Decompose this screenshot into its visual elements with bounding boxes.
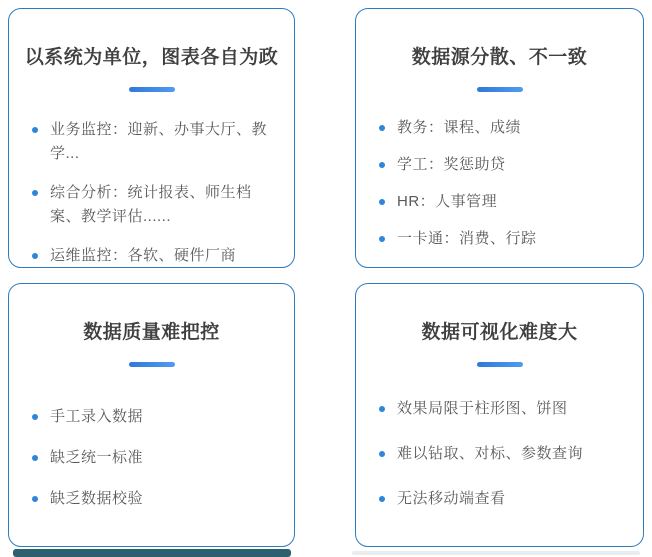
bullet-list: [31, 118, 282, 268]
list-item: [378, 116, 631, 140]
title-accent-bar: [477, 362, 523, 367]
list-item: [31, 405, 282, 429]
bullet-list: [31, 405, 282, 511]
bottom-faint-bar: [352, 551, 640, 555]
bullet-text: 手工录入数据: [50, 408, 144, 425]
list-item: [378, 442, 631, 466]
card-scattered-sources: [355, 8, 644, 268]
bullet-dot-icon: [32, 455, 38, 461]
bullet-list: [378, 116, 631, 251]
bullet-list: [378, 397, 631, 511]
bullet-text: 业务监控：迎新、办事大厅、教学...: [50, 121, 268, 162]
card-title: 以系统为单位，图表各自为政: [24, 47, 279, 68]
list-item: [31, 181, 282, 229]
card-data-quality: [8, 283, 295, 547]
card-title: 数据可视化难度大: [421, 322, 578, 343]
bullet-dot-icon: [379, 451, 385, 457]
bullet-text: 难以钻取、对标、参数查询: [397, 445, 584, 462]
bullet-dot-icon: [32, 253, 38, 259]
bullet-dot-icon: [379, 125, 385, 131]
bullet-dot-icon: [32, 190, 38, 196]
bullet-text: 运维监控：各软、硬件厂商: [50, 247, 237, 264]
card-title: 数据质量难把控: [83, 322, 220, 343]
bullet-text: 无法移动端查看: [397, 490, 506, 507]
bullet-dot-icon: [379, 496, 385, 502]
bullet-text: 教务：课程、成绩: [397, 119, 522, 136]
list-item: [31, 244, 282, 268]
title-accent-bar: [477, 87, 523, 92]
title-accent-bar: [129, 87, 175, 92]
bullet-dot-icon: [379, 162, 385, 168]
bullet-text: 缺乏统一标准: [50, 449, 144, 466]
list-item: [31, 487, 282, 511]
bullet-text: 综合分析：统计报表、师生档案、教学评估......: [50, 184, 252, 225]
list-item: [378, 227, 631, 251]
bullet-text: 缺乏数据校验: [50, 490, 144, 507]
bullet-dot-icon: [379, 199, 385, 205]
bullet-text: 学工：奖惩助贷: [397, 156, 506, 173]
bullet-text: 一卡通：消费、行踪: [397, 230, 537, 247]
bullet-text: HR：人事管理: [397, 193, 498, 210]
list-item: [378, 153, 631, 177]
bullet-dot-icon: [379, 236, 385, 242]
bullet-dot-icon: [32, 496, 38, 502]
bullet-text: 效果局限于柱形图、饼图: [397, 400, 568, 417]
card-visualization-difficulty: [355, 283, 644, 547]
card-system-silos: [8, 8, 295, 268]
list-item: [378, 487, 631, 511]
card-title: 数据源分散、不一致: [411, 47, 588, 68]
list-item: [378, 190, 631, 214]
list-item: [378, 397, 631, 421]
list-item: [31, 446, 282, 470]
bullet-dot-icon: [379, 406, 385, 412]
bullet-dot-icon: [32, 414, 38, 420]
bullet-dot-icon: [32, 127, 38, 133]
title-accent-bar: [129, 362, 175, 367]
list-item: [31, 118, 282, 166]
